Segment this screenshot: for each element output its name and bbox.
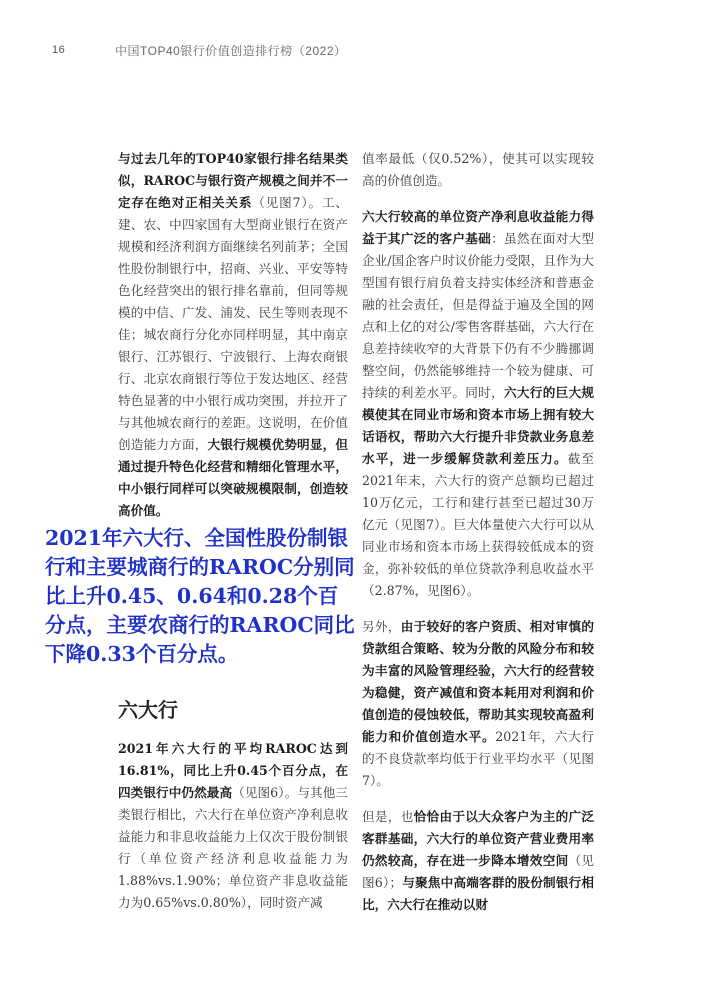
- paragraph: [362, 616, 594, 792]
- running-title: 中国TOP40银行价值创造排行榜（2022）: [115, 44, 347, 58]
- text-run: 值率最低（仅0.52%），使其可以实现较高的价值创造。: [362, 151, 594, 188]
- left-column: [118, 148, 348, 536]
- bold-text-run: 由于较好的客户资质、相对审慎的贷款组合策略、较为分散的风险分布和较为丰富的风险管理经验，六大行的经营较为稳健，资产减值和资本耗用对利润和价值创造的侵蚀较低，帮助其实现较高盈利能力和价值创造水平。: [362, 619, 594, 744]
- bold-text-run: 六大行的巨大规模使其在同业市场和资本市场上拥有较大话语权，帮助六大行提升非贷款业务息差水平，进一步缓解贷款利差压力。: [362, 385, 594, 466]
- paragraph: [118, 738, 348, 914]
- page-header: [52, 42, 670, 62]
- section-heading: 六大行: [118, 698, 178, 722]
- bold-text-run: 与聚焦中高端客群的股份制银行相比，六大行在推动以财: [362, 875, 594, 912]
- paragraph: [362, 806, 594, 916]
- paragraph: [362, 148, 594, 192]
- highlight-statement: 2021年六大行、全国性股份制银行和主要城商行的RAROC分别同比上升0.45、0.64和0.28个百分点，主要农商行的RAROC同比下降0.33个百分点。: [45, 526, 355, 666]
- bold-text-run: 恰恰由于以大众客户为主的广泛客群基础，六大行的单位资产营业费用率仍然较高，存在进一步降本增效空间: [362, 809, 594, 868]
- text-run: 2021年，六大行的不良贷款率均低于行业平均水平（见图7）。: [362, 729, 594, 788]
- page-number: 16: [52, 44, 66, 56]
- text-run: 截至2021年末，六大行的资产总额均已超过10万亿元，工行和建行甚至已超过30万亿元（见图7）。巨大体量使六大行可以从同业市场和资本市场上获得较低成本的资金，弥补较低的单位贷款净利息收益水平（2.87%，见图6）。: [362, 451, 595, 598]
- right-column: [362, 148, 594, 930]
- bold-text-run: 六大行较高的单位资产净利息收益能力得益于其广泛的客户基础: [362, 209, 594, 246]
- paragraph: [118, 148, 348, 522]
- bold-text-run: 大银行规模优势明显，但通过提升特色化经营和精细化管理水平，中小银行同样可以突破规模限制，创造较高价值。: [118, 437, 349, 518]
- text-run: （见图6）。与其他三类银行相比，六大行在单位资产净利息收益能力和非息收益能力上仅次于股份制银行（单位资产经济利息收益能力为1.88%vs.1.90%；单位资产非息收益能力为0.65%vs.0.80%），同时资产减: [118, 785, 348, 910]
- paragraph: [362, 206, 594, 602]
- bold-text-run: 与过去几年的TOP40家银行排名结果类似，RAROC与银行资产规模之间并不一定存在绝对正相关关系: [118, 151, 348, 210]
- bold-text-run: 2021年六大行的平均RAROC达到16.81%，同比上升0.45个百分点，在四类银行中仍然最高: [118, 741, 348, 800]
- text-run: （见图6）；: [362, 853, 594, 890]
- text-run: 另外，: [362, 619, 401, 634]
- text-run: ：虽然在面对大型企业/国企客户时议价能力受限，且作为大型国有银行肩负着支持实体经济和普惠金融的社会责任，但是得益于遍及全国的网点和上亿的对公/零售客群基础，六大行在息差持续收窄的大背景下仍有不少腾挪调整空间，仍然能够维持一个较为健康、可持续的利差水平。同时，: [362, 231, 594, 400]
- text-run: （见图7）。工、建、农、中四家国有大型商业银行在资产规模和经济利润方面继续名列前茅；全国性股份制银行中，招商、兴业、平安等特色化经营突出的银行排名靠前，但同等规模的中信、广发、浦发、民生等则表现不佳；城农商行分化亦同样明显，其中南京银行、江苏银行、宁波银行、上海农商银行、北京农商银行等位于发达地区、经营特色显著的中小银行成功突围，并拉开了与其他城农商行的差距。这说明，在价值创造能力方面，: [118, 195, 349, 452]
- left-column-lower: [118, 738, 348, 928]
- text-run: 但是，也: [362, 809, 414, 824]
